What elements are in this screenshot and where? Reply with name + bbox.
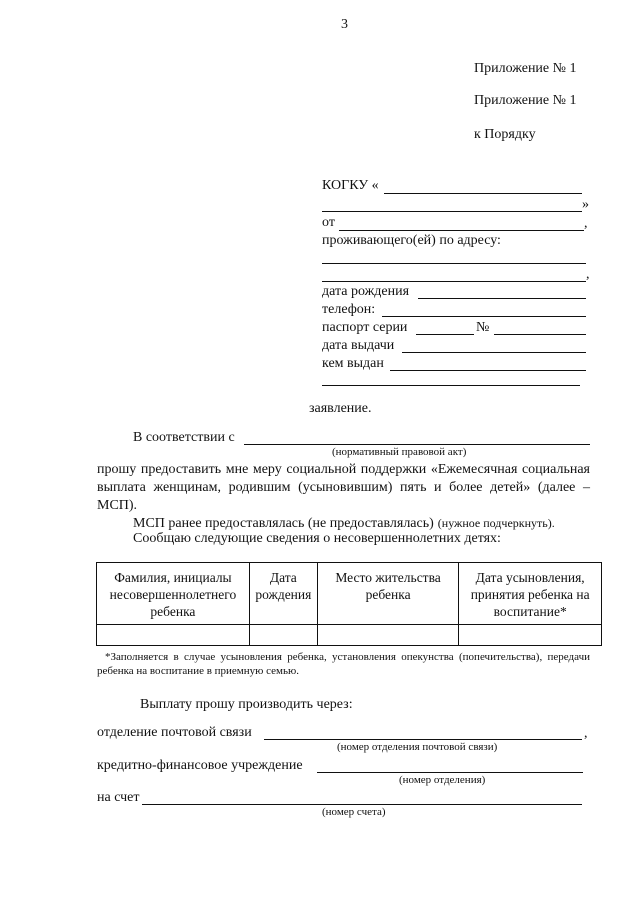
issued-by-field[interactable] <box>390 370 586 371</box>
legal-act-field[interactable] <box>244 444 590 445</box>
passport-number-field[interactable] <box>494 334 586 335</box>
issue-date-field[interactable] <box>402 352 586 353</box>
issued-by-label: кем выдан <box>322 356 384 371</box>
header-name: Фамилия, инициалы несовершеннолетнего ребенка <box>97 563 250 625</box>
passport-number-sign: № <box>476 320 490 335</box>
from-comma: , <box>584 216 588 231</box>
kogku-name-field-2[interactable] <box>322 211 582 212</box>
table-header-row <box>97 563 602 625</box>
residing-label: проживающего(ей) по адресу: <box>322 233 501 248</box>
dob-label: дата рождения <box>322 284 410 299</box>
page-number: 3 <box>341 17 348 32</box>
kogku-name-field[interactable] <box>384 193 582 194</box>
post-office-hint: (номер отделения почтовой связи) <box>337 741 498 753</box>
underline-hint: (нужное подчеркнуть). <box>437 516 555 530</box>
from-field[interactable] <box>339 230 584 231</box>
according-label: В соответствии с <box>133 430 235 445</box>
children-info-text: Сообщаю следующие сведения о несовершеннолетних детях: <box>133 531 501 546</box>
kogku-label: КОГКУ « <box>322 178 379 193</box>
credit-hint: (номер отделения) <box>399 774 486 786</box>
phone-field[interactable] <box>382 316 586 317</box>
post-office-comma: , <box>584 726 588 741</box>
address-comma: , <box>586 267 590 282</box>
appendix-line-1: Приложение № 1 <box>474 61 577 76</box>
passport-series-field[interactable] <box>416 334 474 335</box>
appendix-line-3: к Порядку <box>474 127 536 142</box>
from-label: от <box>322 215 335 230</box>
credit-institution-field[interactable] <box>317 772 583 773</box>
payment-intro: Выплату прошу производить через: <box>140 697 353 712</box>
appendix-line-2: Приложение № 1 <box>474 93 577 108</box>
header-adoption-date: Дата усыновления, принятия ребенка на воспитание* <box>459 563 602 625</box>
passport-label: паспорт серии <box>322 320 408 335</box>
cell-name[interactable] <box>97 625 250 646</box>
cell-residence[interactable] <box>317 625 459 646</box>
header-birth-date: Дата рождения <box>249 563 317 625</box>
account-label: на счет <box>97 790 140 805</box>
msp-before-line <box>133 514 555 532</box>
document-title: заявление. <box>309 401 372 416</box>
cell-birth-date[interactable] <box>249 625 317 646</box>
issued-by-field-2[interactable] <box>322 385 580 386</box>
kogku-close-quote: » <box>582 197 589 212</box>
account-field[interactable] <box>142 804 582 805</box>
address-field-1[interactable] <box>322 263 586 264</box>
header-residence: Место жительства ребенка <box>317 563 459 625</box>
children-table <box>96 562 602 646</box>
cell-adoption-date[interactable] <box>459 625 602 646</box>
dob-field[interactable] <box>418 298 586 299</box>
legal-act-hint: (нормативный правовой акт) <box>332 446 467 458</box>
request-paragraph: прошу предоставить мне меру социальной поддержки «Ежемесячная социальная выплата женщинам, родившим (усыновившим) пять и более детей» (далее – МСП). <box>97 462 590 513</box>
credit-institution-label: кредитно-финансовое учреждение <box>97 758 303 773</box>
msp-before-text: МСП ранее предоставлялась (не предоставлялась) <box>133 516 434 531</box>
account-hint: (номер счета) <box>322 806 386 818</box>
footnote: *Заполняется в случае усыновления ребенка, установления опекунства (попечительства), передачи ребенка на воспитание в приемную семью. <box>97 651 590 677</box>
phone-label: телефон: <box>322 302 376 317</box>
table-row <box>97 625 602 646</box>
post-office-field[interactable] <box>264 739 582 740</box>
issue-date-label: дата выдачи <box>322 338 395 353</box>
address-field-2[interactable] <box>322 281 586 282</box>
post-office-label: отделение почтовой связи <box>97 725 252 740</box>
